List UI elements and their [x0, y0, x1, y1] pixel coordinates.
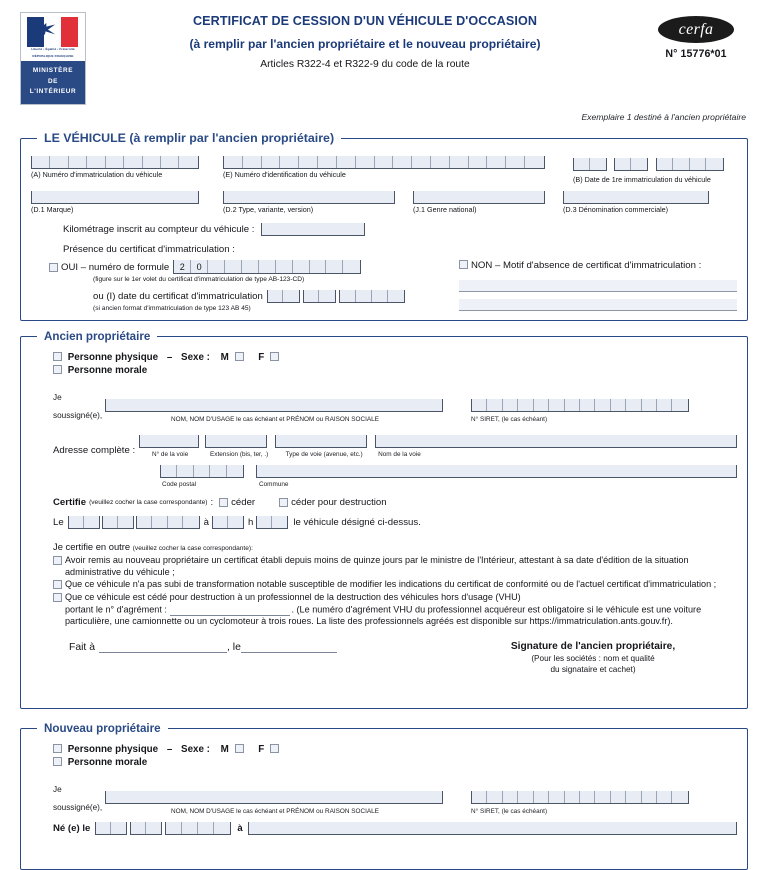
ancien-je-certifie-label: Je certifie en outre [53, 541, 131, 553]
declaration-item [53, 592, 737, 627]
signature-title: Signature de l'ancien propriétaire, [510, 641, 676, 653]
ou-date-year[interactable] [339, 290, 405, 303]
form-header [20, 0, 748, 105]
nouveau-sexe-f-label: F [258, 743, 265, 755]
ministry-block [21, 61, 85, 104]
form-title: CERTIFICAT DE CESSION D'UN VÉHICULE D'OCCASION [192, 14, 538, 28]
ancien-je-certifie-note: (veuillez cocher la case correspondante): [132, 545, 253, 553]
declaration-3-agrement-label: portant le n° d'agrément : [65, 603, 167, 614]
section-nouveau-proprietaire [20, 722, 748, 870]
caption-field-a: (A) Numéro d'immatriculation du véhicule [31, 170, 163, 180]
logo-motto-line2: RÉPUBLIQUE FRANÇAISE [32, 54, 74, 59]
type-input[interactable] [223, 191, 395, 204]
ou-date-label: ou (I) date du certificat d'immatriculation [93, 291, 263, 303]
nouveau-siret-caption: N° SIRET, (le cas échéant) [471, 807, 548, 815]
ancien-cap-numvoie: N° de la voie [151, 451, 189, 459]
nouveau-nom-caption: NOM, NOM D'USAGE le cas échéant et PRÉNOM ou RAISON SOCIALE [171, 807, 379, 815]
ancien-certifie-label: Certifie [53, 497, 87, 509]
ancien-sexe-m-checkbox[interactable] [235, 352, 244, 361]
ancien-cession-month[interactable] [102, 516, 134, 529]
ancien-cession-minute[interactable] [256, 516, 288, 529]
presence-oui-block [31, 260, 451, 312]
ancien-adresse-row1 [53, 433, 737, 458]
nouveau-sexe-m-checkbox[interactable] [235, 744, 244, 753]
ancien-numvoie-input[interactable] [139, 435, 199, 448]
ancien-sexe-f-checkbox[interactable] [270, 352, 279, 361]
nouveau-personne-morale-checkbox[interactable] [53, 757, 62, 766]
declaration-1-text: Avoir remis au nouveau propriétaire un certificat établi depuis moins de quinze jours par le ministre de l'Intérieur, attestant à sa date d'édition de la situation administrative du véhicule ; [65, 555, 689, 577]
presence-options [31, 260, 737, 312]
oui-note: (figure sur le 1er volet du certificat d'immatriculation de type AB-123-CD) [93, 276, 305, 284]
ou-date-day[interactable] [267, 290, 300, 303]
formule-cell-0: 2 [174, 260, 191, 273]
ancien-dash: – [166, 352, 173, 364]
declaration-3-line1: Que ce véhicule est cédé pour destruction à un professionnel de la destruction des véhicules hors d'usage (VHU) [65, 591, 521, 602]
non-motif-line-1[interactable] [459, 280, 737, 292]
header-titles [86, 12, 644, 70]
ancien-personne-physique-row [53, 352, 737, 363]
ancien-cap-commune: Commune [259, 481, 289, 489]
ancien-ceder-checkbox[interactable] [219, 498, 228, 507]
kilometrage-row [31, 223, 737, 236]
oui-checkbox[interactable] [49, 263, 58, 272]
nouveau-nom-input[interactable] [105, 791, 443, 804]
ancien-a-label: à [203, 517, 210, 529]
ancien-signature-block[interactable] [449, 641, 737, 676]
exemplaire-note: Exemplaire 1 destiné à l'ancien propriétaire [581, 112, 746, 123]
ancien-sexe-m-label: M [220, 352, 229, 364]
cerfa-word: cerfa [678, 20, 714, 38]
ancien-adresse-row2 [53, 463, 737, 488]
ministry-line-1: MINISTÈRE [32, 67, 74, 75]
declaration-3-checkbox[interactable] [53, 593, 62, 602]
ancien-declarations-block [53, 541, 737, 627]
nouveau-personne-physique-checkbox[interactable] [53, 744, 62, 753]
ministry-logo [20, 12, 86, 105]
field-identification [223, 156, 553, 184]
declaration-3-line2: . (Le numéro d'agrément VHU du professionnel acquéreur est obligatoire si le véhicule est une voiture particulière, une camionnette ou un cyclomoteur à trois roues. La liste des professionnels agréés est disponible sur https://immatriculation.ants.gouv.fr). [65, 603, 702, 626]
ancien-adresse-block [31, 433, 737, 488]
declaration-2-text: Que ce véhicule n'a pas subi de transformation notable susceptible de modifier les indications du certificat de conformité ou de l'actuel certificat d'immatriculation ; [65, 579, 717, 590]
immatriculation-comb[interactable] [31, 156, 199, 169]
ancien-personne-physique-checkbox[interactable] [53, 352, 62, 361]
declaration-item [53, 555, 737, 578]
kilometrage-label: Kilométrage inscrit au compteur du véhicule : [63, 224, 255, 236]
non-label: NON – Motif d'absence de certificat d'immatriculation : [471, 260, 702, 272]
fait-a-input[interactable] [99, 641, 227, 653]
non-motif-line-2[interactable] [459, 299, 737, 311]
ancien-ceder-label: céder [231, 497, 256, 509]
ancien-cap-typevoie: Type de voie (avenue, etc.) [285, 451, 363, 459]
nouveau-a-label: à [237, 822, 243, 834]
non-checkbox[interactable] [459, 260, 468, 269]
ancien-cession-year[interactable] [136, 516, 200, 529]
ancien-soussigne-row [31, 387, 737, 423]
declaration-1-checkbox[interactable] [53, 556, 62, 565]
denomination-input[interactable] [563, 191, 709, 204]
form-subtitle: (à remplir par l'ancien propriétaire et le nouveau propriétaire) [189, 37, 541, 51]
agrement-input[interactable] [170, 604, 290, 616]
date-immat-year[interactable] [656, 158, 724, 171]
caption-field-j1: (J.1 Genre national) [413, 205, 477, 215]
declaration-2-checkbox[interactable] [53, 580, 62, 589]
field-marque [31, 191, 209, 214]
nouveau-dash: – [166, 743, 173, 755]
nouveau-naissance-day[interactable] [95, 822, 127, 835]
genre-input[interactable] [413, 191, 545, 204]
ancien-certifie-note: (veuillez cocher la case correspondante) [89, 499, 208, 507]
ancien-commune-input[interactable] [256, 465, 737, 478]
vehicle-row-description [31, 191, 737, 214]
section-ancien-legend: Ancien propriétaire [44, 330, 151, 344]
ancien-le-label: Le [53, 517, 64, 529]
ou-date-month[interactable] [303, 290, 336, 303]
cerfa-block [644, 12, 748, 60]
ancien-certifie-colon: : [210, 497, 214, 509]
presence-label: Présence du certificat d'immatriculation : [63, 244, 235, 256]
ancien-date-cession-row [53, 516, 737, 529]
cerfa-logo [658, 16, 734, 43]
signature-note-1: (Pour les sociétés : nom et qualité [531, 654, 655, 664]
caption-field-e: (E) Numéro d'identification du véhicule [223, 170, 346, 180]
field-genre [413, 191, 553, 214]
nouveau-sexe-label: Sexe : [181, 743, 210, 755]
fait-le-input[interactable] [241, 641, 337, 653]
ancien-fait-signature-row [31, 641, 737, 676]
ancien-adresse-label: Adresse complète : [53, 445, 136, 457]
date-immat-combs[interactable] [573, 156, 737, 174]
date-immat-day[interactable] [573, 158, 607, 171]
ancien-nomvoie-input[interactable] [375, 435, 737, 448]
ou-date-row [93, 290, 451, 303]
section-ancien-proprietaire [20, 330, 748, 709]
nouveau-naissance-year[interactable] [165, 822, 231, 835]
caption-field-b: (B) Date de 1re immatriculation du véhicule [573, 175, 711, 185]
ou-date-note: (si ancien format d'immatriculation de type 123 AB 45) [93, 305, 251, 313]
ancien-siret-caption: N° SIRET, (le cas échéant) [471, 416, 548, 424]
cerfa-number: N° 15776*01 [665, 48, 727, 60]
ancien-personne-morale-row [53, 365, 737, 376]
ancien-typevoie-input[interactable] [275, 435, 367, 448]
nouveau-lieu-naissance-input[interactable] [248, 822, 737, 835]
field-date-immatriculation [573, 156, 737, 184]
identification-comb[interactable] [223, 156, 545, 169]
nouveau-personne-morale-row [53, 757, 737, 768]
formule-cell-1: 0 [191, 260, 208, 273]
ancien-personne-physique-label: Personne physique [67, 352, 159, 364]
numero-formule-comb[interactable] [173, 260, 361, 274]
ancien-soussigne-label: Je soussigné(e), [53, 393, 103, 421]
nouveau-soussigne-label: Je soussigné(e), [53, 784, 103, 812]
ancien-ceder-destruction-label: céder pour destruction [291, 497, 387, 509]
date-immat-month[interactable] [614, 158, 648, 171]
presence-label-row [31, 244, 737, 255]
non-row [459, 260, 737, 271]
field-denomination [563, 191, 737, 214]
declaration-item [53, 579, 737, 591]
ancien-personne-morale-checkbox[interactable] [53, 365, 62, 374]
section-nouveau-legend: Nouveau propriétaire [44, 721, 161, 735]
section-vehicule [20, 131, 748, 321]
ancien-personne-morale-label: Personne morale [67, 365, 148, 377]
nouveau-soussigne-row [31, 779, 737, 815]
kilometrage-input[interactable] [261, 223, 365, 236]
ancien-declarations-list [53, 555, 737, 627]
caption-field-d1: (D.1 Marque) [31, 205, 74, 215]
ancien-cap-codepostal: Code postal [162, 481, 197, 489]
ancien-siret-comb[interactable] [471, 399, 689, 412]
section-vehicule-legend: LE VÉHICULE (à remplir par l'ancien propriétaire) [44, 131, 335, 146]
logo-motto-line1: Liberté • Égalité • Fraternité [31, 47, 75, 51]
ancien-extension-input[interactable] [205, 435, 267, 448]
nouveau-sexe-f-checkbox[interactable] [270, 744, 279, 753]
ancien-cession-day[interactable] [68, 516, 100, 529]
ancien-sexe-f-label: F [258, 352, 265, 364]
ancien-nom-input[interactable] [105, 399, 443, 412]
oui-row [49, 260, 451, 274]
form-articles: Articles R322-4 et R322-9 du code de la route [260, 59, 470, 70]
caption-field-d2: (D.2 Type, variante, version) [223, 205, 314, 215]
ancien-nom-caption: NOM, NOM D'USAGE le cas échéant et PRÉNOM ou RAISON SOCIALE [171, 416, 379, 424]
fait-a-label: Fait à [69, 641, 95, 653]
nouveau-sexe-m-label: M [220, 743, 229, 755]
fait-le-label: , le [227, 641, 241, 653]
ancien-cession-hour[interactable] [212, 516, 244, 529]
ancien-le-suffix: le véhicule désigné ci-dessus. [293, 517, 421, 529]
ancien-ceder-destruction-checkbox[interactable] [279, 498, 288, 507]
ancien-cap-extension: Extension (bis, ter, .) [210, 451, 269, 459]
nouveau-personne-morale-label: Personne morale [67, 756, 148, 768]
nouveau-personne-physique-row [53, 744, 737, 755]
caption-field-d3: (D.3 Dénomination commerciale) [563, 205, 669, 215]
nouveau-naissance-month[interactable] [130, 822, 162, 835]
declaration-3-text [65, 592, 737, 627]
french-flag-icon [21, 13, 85, 47]
vehicle-row-identification [31, 156, 737, 184]
oui-label: OUI – numéro de formule [61, 261, 170, 273]
field-immatriculation [31, 156, 209, 184]
signature-note-2: du signataire et cachet) [550, 665, 636, 675]
ministry-line-3: L'INTÉRIEUR [29, 88, 77, 96]
ancien-cap-nomvoie: Nom de la voie [378, 451, 421, 459]
ancien-codepostal-comb[interactable] [160, 465, 244, 478]
ancien-h-label: h [248, 517, 254, 529]
ancien-je-certifie-row [53, 541, 737, 552]
nouveau-personne-physique-label: Personne physique [67, 743, 159, 755]
nouveau-siret-comb[interactable] [471, 791, 689, 804]
marque-input[interactable] [31, 191, 199, 204]
nouveau-naissance-row [53, 822, 737, 835]
ancien-certifie-row [53, 497, 737, 508]
ancien-fait-block [69, 641, 449, 653]
ancien-sexe-label: Sexe : [181, 352, 210, 364]
nouveau-ne-le-label: Né (e) le [53, 822, 91, 834]
ministry-line-2: DE [47, 77, 59, 85]
field-type [223, 191, 403, 214]
presence-non-block [451, 260, 737, 312]
